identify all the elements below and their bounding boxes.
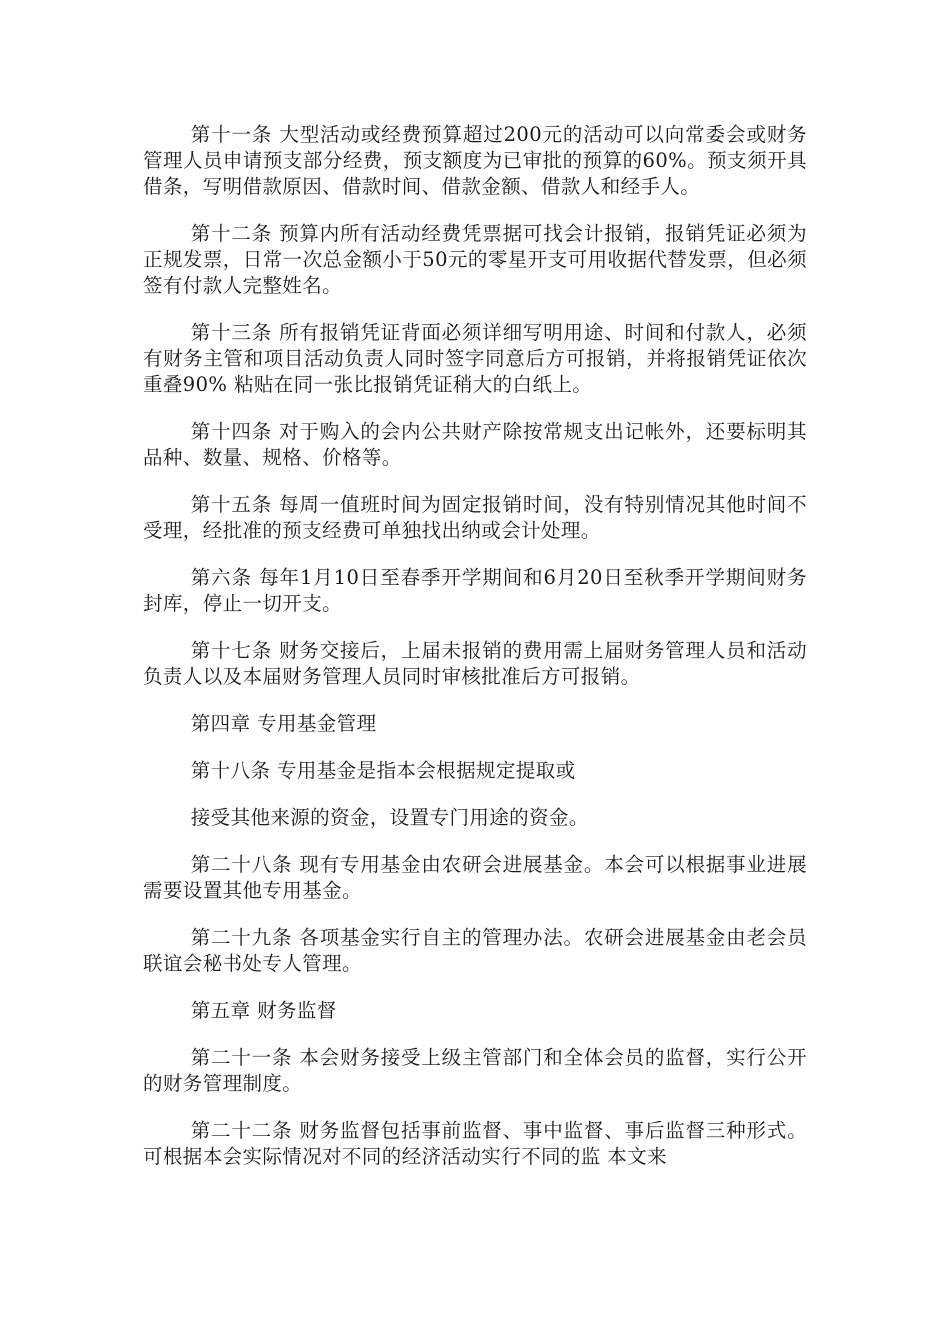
chapter-4-heading: 第四章 专用基金管理 [190, 712, 377, 735]
article-15: 第十五条 每周一值班时间为固定报销时间，没有特别情况其他时间不受理，经批准的预支经费可单独找出纳或会计处理。 [143, 493, 807, 542]
article-16: 第六条 每年1月10日至春季开学期间和6月20日至秋季开学期间财务封库，停止一切开支。 [143, 566, 807, 615]
article-18: 第十八条 专用基金是指本会根据规定提取或 [190, 759, 576, 782]
article-21: 第二十一条 本会财务接受上级主管部门和全体会员的监督，实行公开的财务管理制度。 [143, 1046, 807, 1095]
document-body [143, 122, 807, 1191]
article-14: 第十四条 对于购入的会内公共财产除按常规支出记帐外，还要标明其品种、数量、规格、价格等。 [143, 420, 807, 469]
article-18-continued: 接受其他来源的资金，设置专门用途的资金。 [190, 806, 589, 829]
article-11: 第十一条 大型活动或经费预算超过200元的活动可以向常委会或财务管理人员申请预支部分经费，预支额度为已审批的预算的60%。预支须开具借条，写明借款原因、借款时间、借款金额、借款人和经手人。 [143, 123, 807, 198]
article-28: 第二十八条 现有专用基金由农研会进展基金。本会可以根据事业进展需要设置其他专用基金。 [143, 853, 807, 902]
article-22: 第二十二条 财务监督包括事前监督、事中监督、事后监督三种形式。可根据本会实际情况对不同的经济活动实行不同的监 本文来 [143, 1119, 807, 1168]
article-13: 第十三条 所有报销凭证背面必须详细写明用途、时间和付款人，必须有财务主管和项目活动负责人同时签字同意后方可报销，并将报销凭证依次重叠90% 粘贴在同一张比报销凭证稍大的白纸上。 [143, 321, 807, 396]
article-12: 第十二条 预算内所有活动经费凭票据可找会计报销，报销凭证必须为正规发票，日常一次总金额小于50元的零星开支可用收据代替发票，但必须签有付款人完整姓名。 [143, 222, 807, 297]
chapter-5-heading: 第五章 财务监督 [190, 999, 337, 1022]
article-29: 第二十九条 各项基金实行自主的管理办法。农研会进展基金由老会员联谊会秘书处专人管理。 [143, 926, 807, 975]
article-17: 第十七条 财务交接后，上届未报销的费用需上届财务管理人员和活动负责人以及本届财务管理人员同时审核批准后方可报销。 [143, 639, 807, 688]
